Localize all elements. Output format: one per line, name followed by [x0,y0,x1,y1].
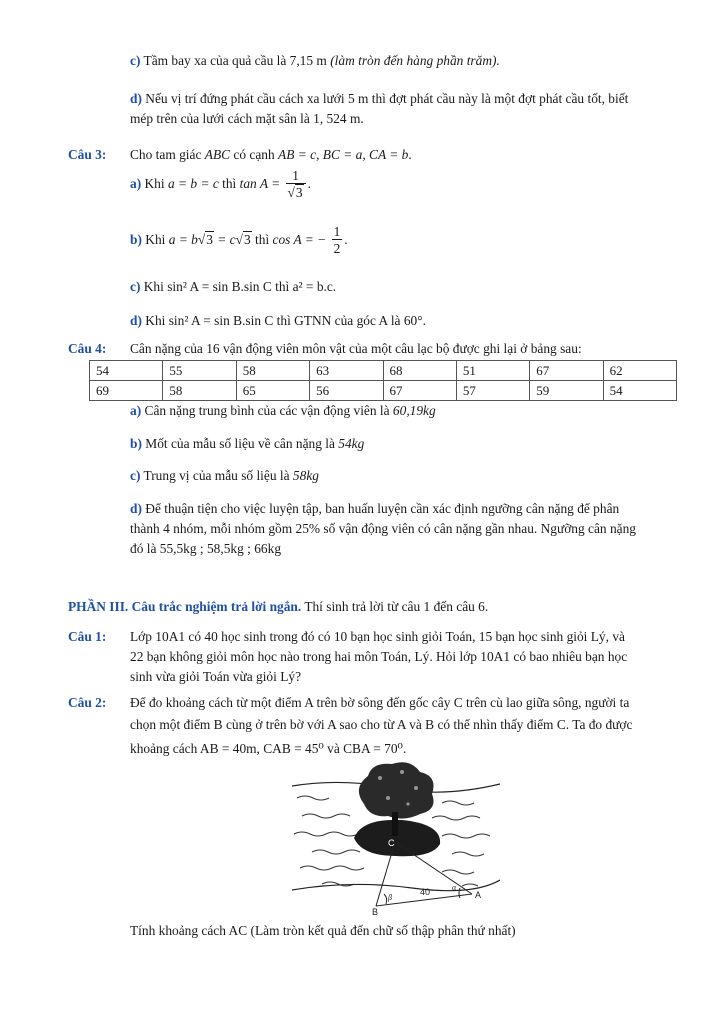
table-cell: 58 [163,381,236,401]
fraction-numerator: 1 [333,224,341,240]
question-number: Câu 2: [68,695,107,710]
stem-text: có cạnh [233,147,275,162]
question-stem: Cân nặng của 16 vận động viên môn vật của một câu lạc bộ được ghi lại ở bảng sau: [130,341,582,356]
cau4-part-c [130,467,319,485]
part-label: c) [130,53,141,68]
part-c-top [130,52,500,70]
fraction-denominator: √3 [287,185,303,201]
part-value: 58kg [292,468,319,483]
radicand: 3 [295,185,303,201]
distance-label: 40 [420,887,431,897]
tree-canopy [359,762,434,818]
part-math: tan A = [239,176,281,191]
part-label: c) [130,468,141,483]
point-a-label: A [475,890,482,900]
part-label: d) [130,501,142,516]
part-text: Trung vị của mẫu số liệu là [143,468,290,483]
cau3-part-a: a) Khi a = b = c thì tan A = $\frac{1}{√3}$ . [130,168,311,201]
table-cell: 68 [383,361,456,381]
part-text: Tầm bay xa của quả cầu là [143,53,287,68]
table-cell: 55 [163,361,236,381]
table-cell: 62 [603,361,676,381]
part-text: Để thuận tiện cho việc luyện tập, ban huấn luyện cần xác định ngưỡng cân nặng để phân [145,501,620,516]
fraction [332,224,343,257]
fraction-denominator: 2 [333,241,341,257]
question-stem: Cho tam giác ABC có cạnh AB = c, BC = a, CA = b. [130,147,412,162]
part-text: Khi [144,176,165,191]
part-text: Mốt của mẫu số liệu về cân nặng là [145,436,335,451]
part-value: 54kg [338,436,365,451]
river-figure [292,758,500,916]
part-d-top-line2: mép trên của lưới cách mặt sân là 1, 524 m. [130,111,364,126]
cau4-part-a [130,402,436,420]
part-label: a) [130,403,142,418]
cau4-part-d-line2: thành 4 nhóm, mỗi nhóm gồm 25% số vận động viên có cân nặng gần nhau. Ngưỡng cân nặng [130,521,636,536]
part-text: Cân nặng trung bình của các vận động viên là [144,403,390,418]
beta-label: β [388,893,392,902]
table-cell: 54 [603,381,676,401]
cau4-part-b [130,435,364,453]
part-label: d) [130,313,142,328]
question-number: Câu 3: [68,147,107,162]
part-text: Khi sin² A = sin B.sin C thì a² = b.c. [143,279,337,294]
table-cell: 58 [236,361,309,381]
radicand: 3 [206,232,213,247]
table-cell: 54 [90,361,163,381]
question-line: khoảng cách AB = 40m, CAB = 45⁰ và CBA = 70⁰. [130,741,407,756]
part-d-top-line1 [130,90,628,108]
lower-bank [292,880,500,891]
table-cell: 59 [530,381,603,401]
question-line: chọn một điểm B cùng ở trên bờ với A sao cho từ A và B có thể nhìn thấy điểm C. Ta đo được [130,717,633,732]
part-value: 7,15 m [289,53,327,68]
cau3-part-b: b) Khi a = b√3 = c√3 thì cos A = − $\frac{1}{2}$ . [130,224,348,257]
table-cell: 67 [530,361,603,381]
question-line: Để đo khoảng cách từ một điểm A trên bờ sông đến gốc cây C trên cù lao giữa sông, người ta [130,695,630,710]
fraction-numerator: 1 [286,168,306,184]
question-line: sinh vừa giỏi Toán vừa giỏi Lý? [130,669,302,684]
part-text: thì [222,176,237,191]
table-cell: 51 [456,361,529,381]
sqrt: √3 [197,232,213,247]
part-label: b) [130,232,142,247]
part-text: thì [255,232,270,247]
part-note: (làm tròn đến hàng phần trăm). [330,53,500,68]
section-title: PHẦN III. Câu trắc nghiệm trả lời ngắn. [68,599,302,614]
question-line: 22 bạn không giỏi môn học nào trong hai môn Toán, Lý. Hỏi lớp 10A1 có bao nhiêu bạn học [130,649,628,664]
question-number: Câu 1: [68,629,107,644]
table-cell: 67 [383,381,456,401]
table-cell: 63 [310,361,383,381]
stem-math: AB = c, BC = a, CA = b [278,147,409,162]
cau4-part-d-line3: đó là 55,5kg ; 58,5kg ; 66kg [130,541,282,556]
table-cell: 56 [310,381,383,401]
section-heading [68,598,488,616]
part-text: Khi sin² A = sin B.sin C thì GTNN của góc A là 60°. [145,313,426,328]
part-math: a = b = c [167,176,219,191]
question-line: Lớp 10A1 có 40 học sinh trong đó có 10 bạn học sinh giỏi Toán, 15 bạn học sinh giỏi Lý, và [130,629,625,644]
radicand: 3 [243,232,251,247]
table-row [90,381,677,401]
part-math: = c [213,232,236,247]
cau3-part-d [130,312,426,330]
fraction [286,168,306,201]
part-label: d) [130,91,142,106]
table-cell: 69 [90,381,163,401]
section-instruction: Thí sinh trả lời từ câu 1 đến câu 6. [304,599,489,614]
part-label: c) [130,279,141,294]
part-text: Khi [145,232,166,247]
part-label: b) [130,436,142,451]
alpha-label: α [452,883,457,892]
tree-trunk [392,812,398,836]
part-label: a) [130,176,142,191]
question-number: Câu 4: [68,341,107,356]
point-c-label: C [388,838,395,848]
part-text: Nếu vị trí đứng phát cầu cách xa lưới 5 m thì đợt phát cầu này là một đợt phát cầu tốt, biết [145,91,629,106]
stem-text: Cho tam giác [130,147,202,162]
point-b-label: B [372,907,379,916]
stem-math: ABC [204,147,231,162]
weight-table [89,360,677,401]
part-math: a = b [168,232,198,247]
table-cell: 57 [456,381,529,401]
cau4-part-d-line1 [130,500,619,518]
table-row [90,361,677,381]
table-cell: 65 [236,381,309,401]
question-line: Tính khoảng cách AC (Làm tròn kết quả đến chữ số thập phân thứ nhất) [130,923,516,938]
sqrt: √3 [235,232,251,247]
part-value: 60,19kg [392,403,436,418]
cau3-part-c [130,278,336,296]
part-math: cos A = − [272,232,327,247]
